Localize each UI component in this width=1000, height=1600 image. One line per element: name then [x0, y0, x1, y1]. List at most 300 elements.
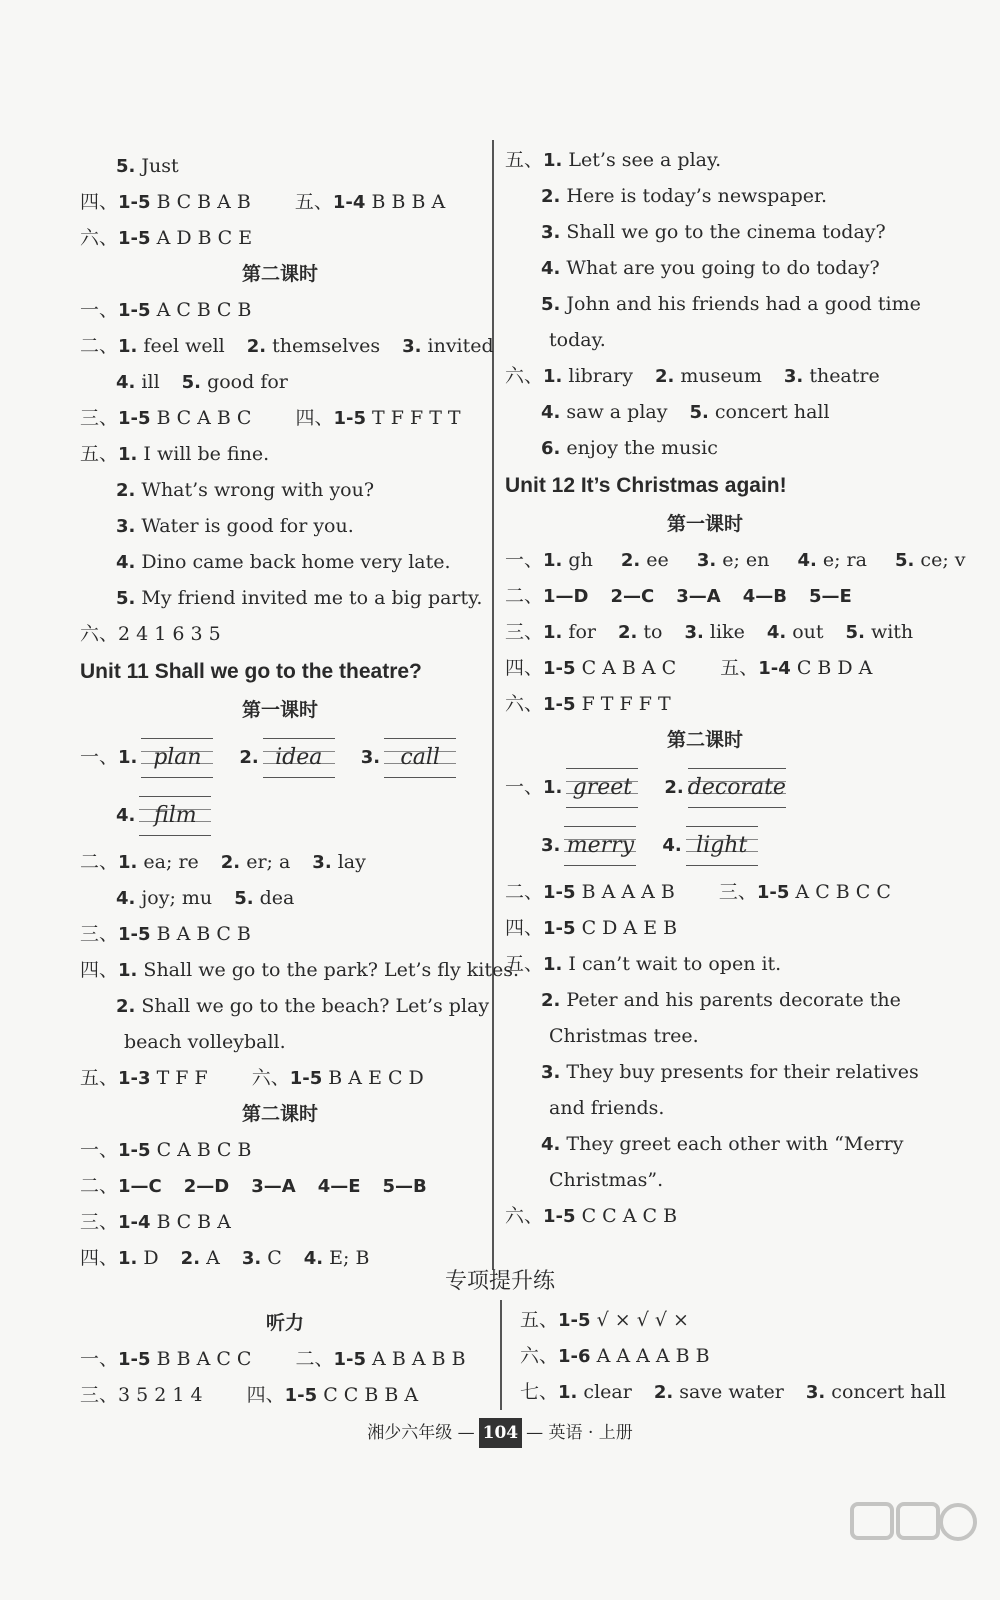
answer-text: themselves: [266, 335, 381, 357]
item-mark: 3.: [116, 516, 136, 537]
item-mark: 5.: [689, 402, 709, 423]
item-mark: 5.: [895, 550, 915, 571]
item-number: 二、: [80, 1175, 119, 1197]
item-number: 三、: [80, 1211, 119, 1233]
item-mark: 3.: [360, 747, 381, 768]
answer-text: B A E C D: [322, 1067, 424, 1089]
answer-text: er; a: [240, 851, 291, 873]
answer-line: [520, 1302, 920, 1338]
item-number: 三、: [80, 923, 119, 945]
answer-text: F T F F T: [575, 693, 671, 715]
answer-text: ill: [135, 371, 160, 393]
answer-text: A D B C E: [150, 227, 253, 249]
item-mark: 1-5: [118, 1140, 151, 1161]
item-number: 四、: [505, 657, 544, 679]
item-mark: 5.: [541, 294, 561, 315]
answer-text: today.: [549, 329, 606, 351]
item-mark: 2—C: [610, 586, 655, 607]
handwritten-word: greet: [572, 775, 633, 800]
item-mark: 1.: [118, 336, 138, 357]
answer-text: invited: [421, 335, 494, 357]
item-number: 一、: [505, 549, 544, 571]
item-mark: 1.: [543, 954, 563, 975]
item-mark: 4.: [116, 372, 136, 393]
item-number: 六、: [505, 365, 544, 387]
handwritten-answer: [263, 738, 335, 778]
answer-text: ea; re: [137, 851, 199, 873]
item-number: 二、: [505, 585, 544, 607]
item-number: 六、: [80, 227, 119, 249]
item-mark: 2.: [116, 480, 136, 501]
item-mark: 2.: [246, 336, 267, 357]
handwritten-answer: [688, 768, 786, 808]
item-mark: 5.: [845, 622, 865, 643]
answer-text: theatre: [803, 365, 880, 387]
lesson-heading: 第二课时: [241, 263, 318, 285]
item-number: 六、: [505, 1205, 544, 1227]
item-number: 一、: [505, 776, 544, 798]
answer-line: [80, 988, 490, 1024]
handwritten-word: film: [154, 803, 197, 828]
item-mark: 4.: [116, 888, 136, 909]
answer-line: [505, 1198, 905, 1234]
bottom-divider: [500, 1300, 502, 1410]
answer-text: feel well: [137, 335, 225, 357]
unit-heading: Unit 12 It’s Christmas again!: [505, 474, 787, 497]
item-mark: 4.: [116, 552, 136, 573]
answer-line: [505, 614, 914, 650]
item-mark: 4.: [116, 805, 136, 826]
answer-text: 2 4 1 6 3 5: [118, 623, 221, 645]
answer-text: Christmas tree.: [549, 1025, 699, 1047]
answer-line: [80, 292, 480, 328]
answer-text: out: [786, 621, 824, 643]
item-mark: 3.: [805, 1382, 826, 1403]
answer-line: [505, 874, 905, 910]
handwriting-line: [505, 816, 905, 874]
item-mark: 1-5: [543, 694, 576, 715]
section-title: 专项提升练: [444, 1269, 555, 1294]
answer-text: E; B: [323, 1247, 370, 1269]
answer-line: [505, 1162, 905, 1198]
item-mark: 1.: [118, 852, 138, 873]
answer-line: [505, 578, 905, 614]
handwritten-word: call: [400, 745, 440, 770]
item-number: 二、: [505, 881, 544, 903]
answer-line: [80, 328, 494, 364]
answer-line: [80, 508, 480, 544]
item-mark: 1-5: [333, 1349, 367, 1370]
answer-text: Let’s see a play.: [562, 149, 722, 171]
item-number: 六、: [505, 693, 544, 715]
item-number: 四、: [246, 1384, 285, 1406]
answer-text: Peter and his parents decorate the: [560, 989, 901, 1011]
answer-text: saw a play: [560, 401, 668, 423]
item-number: 二、: [80, 851, 119, 873]
unit-heading: Unit 11 Shall we go to the theatre?: [80, 660, 422, 683]
answer-text: e; en: [716, 549, 776, 571]
item-mark: 5.: [116, 588, 136, 609]
answer-text: ee: [640, 549, 675, 571]
answer-text: 3 5 2 1 4: [118, 1384, 203, 1406]
handwriting-line: [505, 758, 905, 816]
item-mark: 1-4: [758, 658, 791, 679]
answer-line: [80, 436, 480, 472]
answer-text: A C B C B: [150, 299, 252, 321]
item-mark: 3.: [402, 336, 422, 357]
answer-line: [520, 1338, 920, 1374]
answer-line: [80, 580, 483, 616]
answer-line: [505, 686, 905, 722]
answer-line: [505, 1126, 905, 1162]
lesson-heading: 第二课时: [241, 1103, 318, 1125]
item-mark: 2.: [239, 747, 259, 768]
item-mark: 1—D: [543, 586, 589, 607]
answer-text: ce; v: [914, 549, 966, 571]
handwriting-line: [80, 728, 480, 786]
answer-text: What are you going to do today?: [560, 257, 880, 279]
answer-line: [505, 430, 905, 466]
item-number: 一、: [80, 1139, 119, 1161]
answer-line: [80, 148, 480, 184]
footer-grade: 湘少六年级 —: [367, 1423, 475, 1443]
answer-text: Dino came back home very late.: [135, 551, 451, 573]
item-mark: 1-5: [118, 1349, 151, 1370]
answer-text: to: [637, 621, 663, 643]
answer-line: [80, 916, 480, 952]
item-number: 三、: [718, 881, 757, 903]
item-number: 三、: [505, 621, 544, 643]
answer-text: C C A C B: [575, 1205, 678, 1227]
item-number: 二、: [80, 335, 119, 357]
item-mark: 1.: [118, 747, 138, 768]
answer-text: What’s wrong with you?: [135, 479, 375, 501]
answer-text: beach volleyball.: [124, 1031, 286, 1053]
answer-text: e; ra: [816, 549, 874, 571]
item-mark: 4—B: [742, 586, 787, 607]
answer-line: [505, 358, 905, 394]
item-mark: 2.: [541, 186, 561, 207]
item-mark: 1—C: [118, 1176, 162, 1197]
item-mark: 3.: [783, 366, 804, 387]
item-number: 三、: [80, 407, 119, 429]
handwritten-word: plan: [153, 745, 202, 770]
answer-line: [505, 322, 905, 358]
answer-text: C D A E B: [575, 917, 678, 939]
item-mark: 1-5: [118, 924, 151, 945]
answer-line: [80, 1060, 480, 1096]
item-number: 四、: [80, 959, 119, 981]
answer-text: John and his friends had a good time: [560, 293, 921, 315]
item-mark: 5—E: [808, 586, 852, 607]
left-column: [80, 148, 520, 1276]
answer-line: [505, 982, 905, 1018]
answer-line: [80, 184, 480, 220]
answer-line: [505, 286, 921, 322]
item-mark: 3—A: [251, 1176, 296, 1197]
answer-text: library: [562, 365, 633, 387]
item-mark: 2.: [541, 990, 561, 1011]
answer-line: [505, 1090, 905, 1126]
answer-text: B C B A B: [150, 191, 251, 213]
item-mark: 4.: [797, 550, 817, 571]
item-mark: 3.: [312, 852, 332, 873]
handwritten-word: idea: [275, 745, 323, 770]
lesson-heading: 第一课时: [666, 513, 743, 535]
answer-line: [80, 1132, 480, 1168]
item-mark: 5—B: [382, 1176, 427, 1197]
answer-line: [505, 650, 905, 686]
answer-text: B B B A: [365, 191, 446, 213]
item-mark: 1-5: [543, 1206, 576, 1227]
item-mark: 4.: [541, 1134, 561, 1155]
answer-text: They greet each other with “Merry: [560, 1133, 904, 1155]
item-mark: 3.: [541, 835, 561, 856]
answer-text: joy; mu: [135, 887, 213, 909]
item-mark: 1-5: [118, 300, 151, 321]
answer-line: [520, 1374, 946, 1410]
item-mark: 3.: [696, 550, 717, 571]
answer-text: museum: [674, 365, 762, 387]
answer-line: [80, 1168, 480, 1204]
item-number: 一、: [80, 746, 119, 768]
item-number: 七、: [520, 1381, 559, 1403]
item-mark: 1-5: [289, 1068, 323, 1089]
item-mark: 5.: [234, 888, 254, 909]
item-mark: 1.: [543, 366, 563, 387]
answer-text: like: [703, 621, 745, 643]
item-mark: 4.: [541, 258, 561, 279]
answer-text: T F F T T: [366, 407, 461, 429]
answer-text: Shall we go to the beach? Let’s play: [135, 995, 490, 1017]
answer-line: [80, 472, 480, 508]
item-mark: 1-5: [118, 228, 151, 249]
item-number: 四、: [295, 407, 334, 429]
item-number: 四、: [505, 917, 544, 939]
answer-line: [505, 394, 905, 430]
bottom-right-column: [520, 1302, 946, 1410]
answer-line: [80, 400, 480, 436]
answer-text: Christmas”.: [549, 1169, 664, 1191]
answer-text: A B A B B: [366, 1348, 466, 1370]
answer-text: concert hall: [708, 401, 830, 423]
item-mark: 3—A: [676, 586, 721, 607]
answer-text: √ × √ √ ×: [590, 1309, 689, 1331]
item-mark: 1-5: [543, 658, 576, 679]
item-mark: 1-5: [543, 882, 576, 903]
answer-text: I can’t wait to open it.: [562, 953, 782, 975]
answer-text: B C A B C: [150, 407, 252, 429]
answer-text: Here is today’s newspaper.: [560, 185, 828, 207]
item-mark: 1-4: [118, 1212, 151, 1233]
answer-text: A C B C C: [789, 881, 891, 903]
lesson-heading: 听力: [265, 1312, 304, 1334]
item-mark: 4.: [541, 402, 561, 423]
item-mark: 1.: [543, 550, 563, 571]
answer-text: enjoy the music: [560, 437, 718, 459]
answer-text: Just: [135, 155, 179, 177]
item-mark: 2.: [220, 852, 241, 873]
item-mark: 1-5: [543, 918, 576, 939]
answer-line: [80, 1024, 480, 1060]
answer-text: B A A A B: [575, 881, 675, 903]
answer-text: I will be fine.: [137, 443, 270, 465]
answer-text: Shall we go to the park? Let’s fly kites.: [137, 959, 520, 981]
answer-text: C A B C B: [150, 1139, 252, 1161]
handwritten-word: decorate: [687, 775, 786, 800]
item-number: 一、: [80, 299, 119, 321]
answer-text: gh: [562, 549, 599, 571]
handwritten-answer: [686, 826, 758, 866]
answer-text: C B D A: [790, 657, 873, 679]
bottom-left-column: [80, 1305, 490, 1413]
item-mark: 5.: [181, 372, 202, 393]
item-mark: 1.: [118, 1248, 138, 1269]
handwritten-answer: [566, 768, 638, 808]
answer-line: [505, 542, 966, 578]
answer-text: B B A C C: [150, 1348, 252, 1370]
answer-text: A A A A B B: [590, 1345, 710, 1367]
item-mark: 4.: [662, 835, 682, 856]
answer-line: [505, 214, 905, 250]
item-mark: 3.: [541, 1062, 561, 1083]
item-mark: 3.: [241, 1248, 262, 1269]
page-number: 104: [479, 1418, 523, 1448]
item-mark: 1.: [543, 777, 563, 798]
item-mark: 1-3: [118, 1068, 151, 1089]
item-number: 五、: [505, 953, 544, 975]
item-mark: 1-5: [756, 882, 790, 903]
answer-text: D: [137, 1247, 159, 1269]
item-number: 四、: [80, 1247, 119, 1269]
answer-line: [80, 1377, 490, 1413]
handwritten-answer: [141, 738, 213, 778]
answer-text: C C B B A: [317, 1384, 419, 1406]
lesson-heading: 第二课时: [666, 729, 743, 751]
answer-text: They buy presents for their relatives: [560, 1061, 919, 1083]
answer-line: [80, 616, 480, 652]
item-mark: 2—D: [183, 1176, 230, 1197]
answer-text: for: [562, 621, 596, 643]
item-number: 一、: [80, 1348, 119, 1370]
answer-text: save water: [673, 1381, 784, 1403]
answer-line: [80, 844, 480, 880]
answer-text: My friend invited me to a big party.: [135, 587, 483, 609]
answer-text: Water is good for you.: [135, 515, 354, 537]
page-footer: [0, 1418, 1000, 1448]
item-number: 五、: [720, 657, 759, 679]
answer-text: good for: [201, 371, 288, 393]
answer-text: clear: [577, 1381, 632, 1403]
answer-line: [505, 178, 905, 214]
item-number: 五、: [80, 443, 119, 465]
item-number: 五、: [80, 1067, 119, 1089]
answer-text: with: [864, 621, 914, 643]
answer-line: [505, 250, 905, 286]
item-mark: 1-5: [284, 1385, 318, 1406]
handwriting-line: [80, 786, 480, 844]
answer-text: A: [200, 1247, 220, 1269]
item-mark: 6.: [541, 438, 561, 459]
answer-text: C A B A C: [575, 657, 677, 679]
answer-text: and friends.: [549, 1097, 665, 1119]
item-mark: 2.: [654, 366, 675, 387]
answer-text: concert hall: [825, 1381, 946, 1403]
answer-text: Shall we go to the cinema today?: [560, 221, 886, 243]
item-mark: 4—E: [317, 1176, 361, 1197]
item-mark: 2.: [116, 996, 136, 1017]
answer-line: [80, 1204, 480, 1240]
item-number: 四、: [80, 191, 119, 213]
item-mark: 1-5: [333, 408, 367, 429]
answer-line: [80, 952, 520, 988]
item-mark: 4.: [303, 1248, 324, 1269]
answer-line: [505, 142, 905, 178]
column-divider: [492, 140, 494, 1270]
handwritten-answer: [384, 738, 456, 778]
answer-line: [80, 364, 480, 400]
answer-text: C: [261, 1247, 282, 1269]
item-mark: 1.: [543, 622, 563, 643]
item-number: 六、: [251, 1067, 290, 1089]
watermark-logo: [812, 1498, 982, 1588]
handwritten-answer: [564, 826, 636, 866]
answer-line: [80, 880, 480, 916]
item-number: 五、: [294, 191, 333, 213]
item-number: 六、: [80, 623, 119, 645]
item-mark: 1-5: [558, 1310, 591, 1331]
answer-line: [80, 1341, 490, 1377]
item-number: 二、: [295, 1348, 334, 1370]
handwritten-answer: [139, 796, 211, 836]
handwritten-word: merry: [566, 833, 635, 858]
answer-text: T F F: [150, 1067, 208, 1089]
item-mark: 1-4: [332, 192, 366, 213]
answer-line: [80, 544, 480, 580]
right-column: [505, 142, 966, 1234]
item-mark: 1-5: [118, 192, 151, 213]
handwritten-word: light: [696, 833, 748, 858]
answer-text: dea: [253, 887, 295, 909]
item-mark: 2.: [617, 622, 638, 643]
item-number: 三、: [80, 1384, 119, 1406]
item-mark: 4.: [766, 622, 787, 643]
answer-line: [505, 946, 905, 982]
item-mark: 1.: [118, 444, 138, 465]
answer-line: [505, 1018, 905, 1054]
answer-text: B A B C B: [150, 923, 251, 945]
item-mark: 2.: [180, 1248, 201, 1269]
item-mark: 5.: [116, 156, 136, 177]
item-number: 五、: [520, 1309, 559, 1331]
item-mark: 1.: [543, 150, 563, 171]
answer-line: [80, 220, 480, 256]
item-mark: 1.: [558, 1382, 578, 1403]
answer-text: B C B A: [150, 1211, 231, 1233]
item-mark: 3.: [541, 222, 561, 243]
item-mark: 3.: [684, 622, 704, 643]
answer-text: lay: [331, 851, 366, 873]
item-mark: 1.: [118, 960, 138, 981]
item-mark: 1-5: [118, 408, 151, 429]
item-number: 六、: [520, 1345, 559, 1367]
item-mark: 2.: [620, 550, 641, 571]
lesson-heading: 第一课时: [241, 699, 318, 721]
footer-subject: — 英语 · 上册: [526, 1423, 633, 1443]
answer-line: [505, 1054, 919, 1090]
answer-line: [505, 910, 905, 946]
item-mark: 1-6: [558, 1346, 591, 1367]
